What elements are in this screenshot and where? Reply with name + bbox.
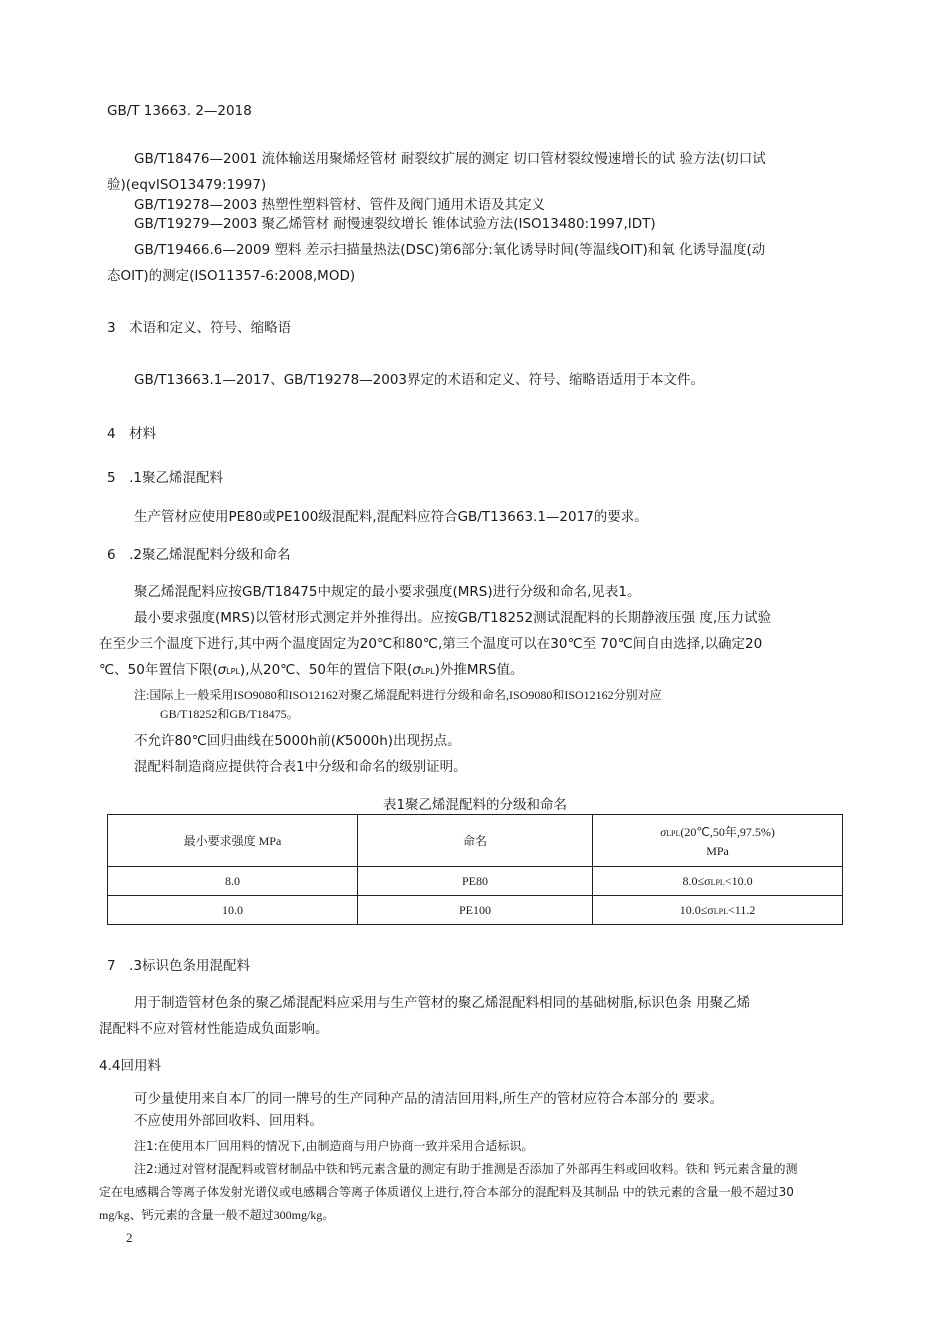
section-4-1-body: 生产管材应使用PE80或PE100级混配料,混配料应符合GB/T13663.1—2017的要求。: [134, 509, 648, 525]
table-1-caption: 表1聚乙烯混配料的分级和命名: [382, 797, 568, 813]
lpl-subscript: LPL: [420, 667, 435, 676]
lpl-subscript: LPL: [710, 877, 725, 887]
section-4-4-note2-line1: 注2:通过对管材混配料或管材制品中铁和钙元素含量的测定有助于推测是否添加了外部再生料或回收料。铁和 钙元素含量的测: [134, 1162, 798, 1176]
page-number: 2: [126, 1230, 133, 1245]
cell-lpl-range: [593, 896, 843, 925]
section-3-heading: 3 术语和定义、符号、缩略语: [107, 320, 292, 336]
text-fragment: )外推MRS值。: [434, 662, 524, 678]
section-4-3-body-line2: 混配料不应对管材性能造成负面影响。: [99, 1021, 329, 1037]
reference-gbt19279: GB/T19279—2003 聚乙烯管材 耐慢速裂纹增长 锥体试验方法(ISO13480:1997,IDT): [134, 216, 656, 232]
section-4-3-body-line1: 用于制造管材色条的聚乙烯混配料应采用与生产管材的聚乙烯混配料相同的基础树脂,标识色条 用聚乙烯: [134, 995, 751, 1011]
reference-gbt18476-line1: GB/T18476—2001 流体输送用聚烯烃管材 耐裂纹扩展的测定 切口管材裂纹慢速增长的试 验方法(切口试: [134, 151, 766, 167]
section-4-2-para2-line1: 最小要求强度(MRS)以管材形式测定并外推得出。应按GB/T18252测试混配料的长期静液压强 度,压力试验: [134, 610, 772, 626]
section-4-2-heading: 6 .2聚乙烯混配料分级和命名: [107, 547, 291, 563]
sigma-symbol: σ: [217, 662, 227, 678]
section-4-2-para3: [134, 731, 461, 751]
range-upper: <11.2: [728, 902, 756, 917]
section-4-2-para4: 混配料制造商应提供符合表1中分级和命名的级别证明。: [134, 759, 467, 775]
cell-mrs: 10.0: [108, 896, 358, 925]
section-4-2-para2-line2: 在至少三个温度下进行,其中两个温度固定为20℃和80℃,第三个温度可以在30℃至 70℃间自由选择,以确定20: [99, 636, 763, 652]
reference-gbt19466-line2: 态OIT)的测定(ISO11357-6:2008,MOD): [107, 268, 356, 284]
section-3-body: GB/T13663.1—2017、GB/T19278—2003界定的术语和定义、符号、缩略语适用于本文件。: [134, 372, 705, 388]
range-lower: 8.0≤σ: [682, 873, 711, 888]
section-4-4-para2: 不应使用外部回收料、回用料。: [134, 1113, 323, 1129]
standard-number: GB/T 13663. 2—2018: [107, 103, 252, 119]
range-upper: <10.0: [724, 873, 753, 888]
lpl-subscript: LPL: [226, 667, 240, 676]
section-4-2-para1: 聚乙烯混配料应按GB/T18475中规定的最小要求强度(MRS)进行分级和命名,见表1。: [134, 584, 641, 600]
sigma-symbol: σ: [412, 662, 421, 678]
lpl-subscript: LPL: [713, 906, 729, 916]
mrs-classification-table: [107, 814, 843, 925]
iso-note-line2: GB/T18252和GB/T18475。: [160, 707, 299, 721]
table-row: [108, 896, 843, 925]
header-sigma-lpl: [593, 815, 843, 867]
text-fragment: 5000h)出现拐点。: [344, 733, 461, 749]
section-4-3-heading: 7 .3标识色条用混配料: [107, 958, 250, 974]
header-designation: 命名: [357, 815, 592, 867]
table-row: [108, 867, 843, 896]
header-sigma-lpl-line1: [593, 823, 842, 840]
cell-lpl-range: [593, 867, 843, 896]
cell-designation: PE80: [357, 867, 592, 896]
iso-note-line1: 注:国际上一般采用ISO9080和ISO12162对聚乙烯混配料进行分级和命名,ISO9080和ISO12162分别对应: [134, 688, 662, 702]
section-4-2-para2-line3: [99, 660, 523, 682]
table-header-row: [108, 815, 843, 867]
text-fragment: ),从20℃、50年的置信下限(: [239, 662, 413, 678]
section-4-4-para1: 可少量使用来自本厂的同一牌号的生产同种产品的清洁回用料,所生产的管材应符合本部分的 要求。: [134, 1091, 724, 1107]
section-4-4-note2-line2: 定在电感耦合等离子体发射光谱仪或电感耦合等离子体质谱仪上进行,符合本部分的混配料及其制品 中的铁元素的含量一般不超过30: [99, 1185, 794, 1199]
cell-designation: PE100: [357, 896, 592, 925]
text-fragment: 不允许80℃回归曲线在5000h前(: [134, 733, 337, 749]
section-4-4-note1: 注1:在使用本厂回用料的情况下,由制造商与用户协商一致并采用合适标识。: [134, 1139, 534, 1153]
header-sigma-unit: MPa: [706, 843, 729, 858]
reference-gbt18476-line2: 验)(eqvISO13479:1997): [107, 177, 267, 193]
k-symbol: K: [336, 733, 345, 749]
cell-mrs: 8.0: [108, 867, 358, 896]
reference-gbt19466-line1: GB/T19466.6—2009 塑料 差示扫描量热法(DSC)第6部分:氧化诱导时间(等温线OIT)和氧 化诱导温度(动: [134, 242, 766, 258]
header-mrs: 最小要求强度 MPa: [108, 815, 358, 867]
section-4-heading: 4 材料: [107, 426, 157, 442]
lpl-subscript: LPL: [666, 828, 681, 838]
section-4-4-note2-line3: mg/kg、钙元素的含量一般不超过300mg/kg。: [99, 1208, 335, 1222]
sigma-symbol: σ: [660, 824, 667, 839]
header-sigma-conditions: (20℃,50年,97.5%): [680, 824, 775, 839]
section-4-1-heading: 5 .1聚乙烯混配料: [107, 470, 223, 486]
section-4-4-heading: 4.4回用料: [99, 1058, 161, 1074]
range-lower: 10.0≤σ: [679, 902, 714, 917]
text-fragment: ℃、50年置信下限(: [99, 662, 218, 678]
reference-gbt19278: GB/T19278—2003 热塑性塑料管材、管件及阀门通用术语及其定义: [134, 197, 546, 213]
